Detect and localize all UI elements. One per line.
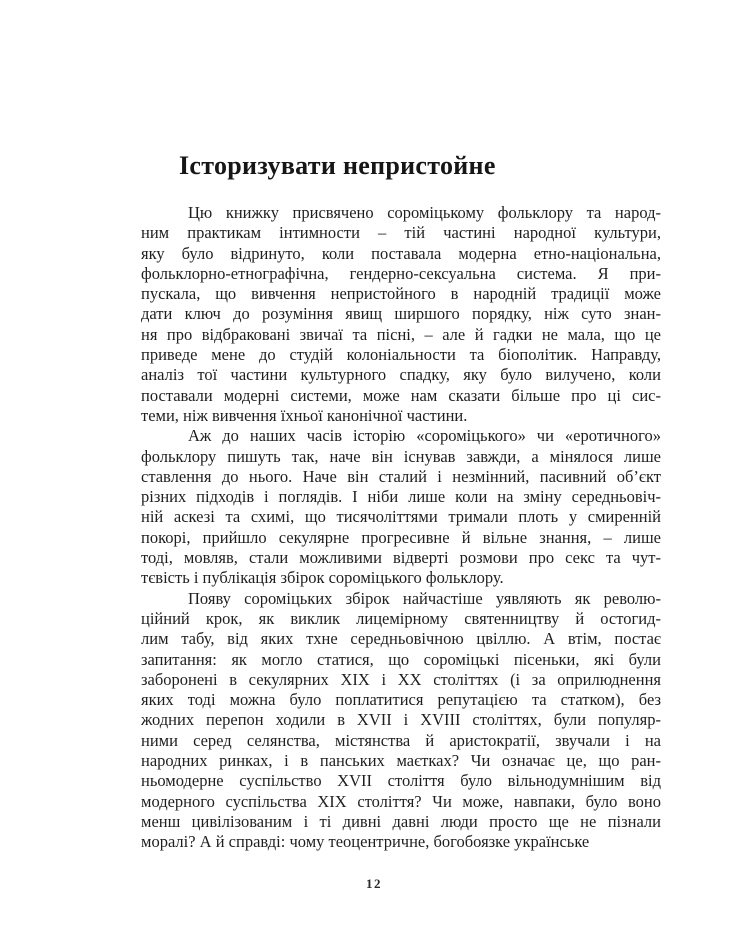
text-line: теми, ніж вивчення їхньої канонічної частини.: [141, 405, 468, 425]
text-line: яку було відринуто, коли поставала модерна етно-національна,: [141, 243, 661, 263]
text-line: фольклорно-етнографічна, гендерно-сексуальна система. Я при-: [141, 263, 661, 283]
text-line: ньомодерне суспільство XVII століття було вільнодумнішим від: [141, 771, 661, 791]
paragraph: [141, 589, 661, 853]
text-line: поставали модерні системи, може нам сказати більше про ці сис-: [141, 385, 661, 405]
text-line: заборонені в секулярних XIX і XX століттях (і за оприлюднення: [141, 669, 661, 689]
text-line: менш цивілізованим і ті дивні давні люди просто ще не пізнали: [141, 811, 661, 831]
text-line: яких тоді можна було поплатитися репутацією та статком), без: [141, 690, 661, 710]
text-line: ним практикам інтимности – тій частині народної культури,: [141, 223, 661, 243]
page-number: 12: [366, 876, 382, 891]
body-text: [141, 203, 661, 853]
text-line: моралі? А й справді: чому теоцентричне, богобоязке українське: [141, 832, 590, 852]
text-line: різних підходів і поглядів. І ніби лише коли на зміну середньовіч-: [141, 487, 661, 507]
text-line: модерного суспільства XIX століття? Чи може, навпаки, було воно: [141, 791, 661, 811]
text-line: ційний крок, як виклик лицемірному святенництву й остогид-: [141, 608, 661, 628]
text-line: дати ключ до розуміння явищ ширшого порядку, ніж суто знан-: [141, 304, 661, 324]
text-line: ними серед селянства, містянства й аристократії, звучали і на: [141, 730, 661, 750]
paragraph: [141, 426, 661, 588]
paragraph: [141, 203, 661, 426]
text-line: Появу сороміцьких збірок найчастіше уявляють як револю-: [188, 588, 661, 608]
text-line: лим табу, від яких тхне середньовічною цвіллю. А втім, постає: [141, 629, 661, 649]
text-line: ставлення до нього. Наче він сталий і незмінний, пасивний об’єкт: [141, 466, 661, 486]
text-line: Аж до наших часів історію «сороміцького» чи «еротичного»: [188, 426, 661, 446]
text-line: ня про відбраковані звичаї та пісні, – але й гадки не мала, що це: [141, 324, 661, 344]
text-line: тєвість і публікація збірок сороміцького фольклору.: [141, 568, 504, 588]
text-line: ній аскезі та схимі, що тисячоліттями тримали плоть у смиренній: [141, 507, 661, 527]
text-line: тоді, мовляв, стали можливими відверті розмови про секс та чут-: [141, 548, 661, 568]
text-line: народних ринках, і в панських маєтках? Чи означає це, що ран-: [141, 751, 661, 771]
text-line: приведе мене до студій колоніальности та біополітик. Направду,: [141, 345, 661, 365]
text-line: Цю книжку присвячено сороміцькому фольклору та народ-: [188, 203, 661, 222]
text-line: покорі, прийшло секулярне прогресивне й вільне знання, – лише: [141, 527, 661, 547]
text-line: запитання: як могло статися, що сороміцькі пісеньки, які були: [141, 649, 661, 669]
text-line: жодних перепон ходили в XVII і XVIII століттях, були популяр-: [141, 710, 661, 730]
text-line: фольклору пишуть так, наче він існував завжди, а мінялося лише: [141, 446, 661, 466]
chapter-title: Історизувати непристойне: [179, 151, 496, 180]
text-line: пускала, що вивчення непристойного в народній традиції може: [141, 284, 661, 304]
text-line: аналіз тої частини культурного спадку, яку було вилучено, коли: [141, 365, 661, 385]
